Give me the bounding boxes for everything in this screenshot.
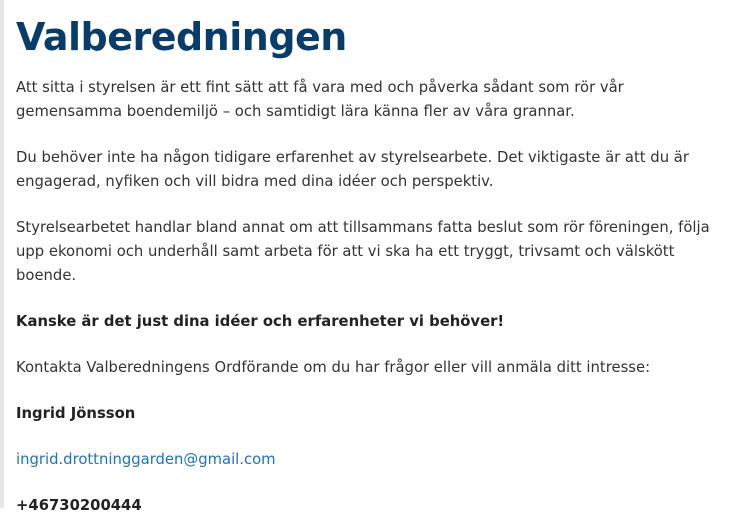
- board-work-paragraph: Styrelsearbetet handlar bland annat om att tillsammans fatta beslut som rör föreningen, följa upp ekonomi och underhåll samt arbeta för att vi ska ha ett tryggt, trivsamt och välskött boende.: [16, 219, 710, 284]
- contact-name: Ingrid Jönsson: [16, 405, 136, 422]
- article: [16, 12, 728, 518]
- contact-intro: Kontakta Valberedningens Ordförande om du har frågor eller vill anmäla ditt intresse:: [16, 359, 651, 376]
- experience-paragraph: Du behöver inte ha någon tidigare erfarenhet av styrelsearbete. Det viktigaste är att du är engagerad, nyfiken och vill bidra med dina idéer och perspektiv.: [16, 149, 689, 190]
- contact-email-link[interactable]: ingrid.drottninggarden@gmail.com: [16, 451, 276, 468]
- intro-paragraph: Att sitta i styrelsen är ett fint sätt att få vara med och påverka sådant som rör vår gemensamma boendemiljö – och samtidigt lära känna fler av våra grannar.: [16, 79, 624, 120]
- page-title: Valberedningen: [16, 15, 347, 59]
- highlight-text: Kanske är det just dina idéer och erfarenheter vi behöver!: [16, 313, 505, 330]
- left-border: [0, 0, 4, 508]
- contact-email-row: [16, 448, 728, 472]
- contact-phone: +46730200444: [16, 497, 142, 514]
